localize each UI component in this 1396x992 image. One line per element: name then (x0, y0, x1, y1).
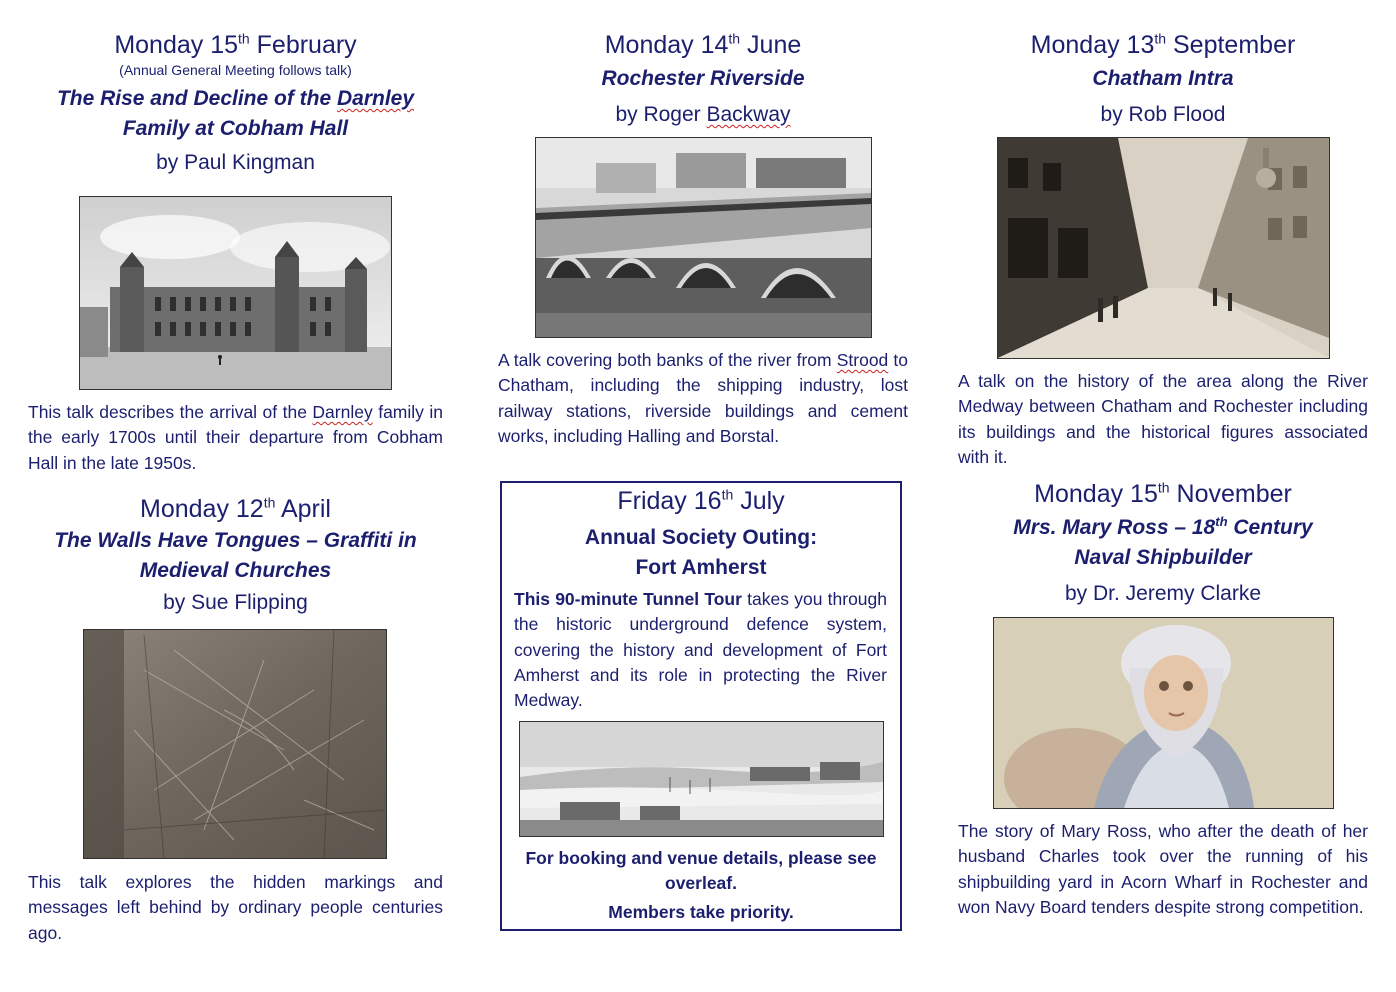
event-desc-nov: The story of Mary Ross, who after the death of her husband Charles took over the running of his shipbuilding yard in Acorn Wharf in Rochester and won Navy Board tenders despite strong competition. (958, 821, 1368, 917)
event-speaker-sep: by Rob Flood (1100, 103, 1226, 126)
event-date-jun: Monday 14th June (604, 30, 802, 59)
event-desc-apr: This talk explores the hidden markings and messages left behind by ordinary people centuries ago. (28, 872, 443, 943)
event-desc-jul: This 90-minute Tunnel Tour takes you through the historic underground defence system, covering the history and development of Fort Amherst and its role in protecting the River Medway. (514, 589, 887, 711)
event-speaker-jun: by Roger Backway (615, 103, 791, 126)
event-desc-sep-wrap (958, 369, 1368, 609)
column-middle (498, 0, 908, 130)
event-date-sep: Monday 13th September (1030, 30, 1296, 59)
event-desc-nov-wrap (958, 819, 1368, 920)
event-date-jul: Friday 16th July (617, 486, 785, 515)
event-date-nov: Monday 15th November (1034, 479, 1292, 509)
event-title-apr: The Walls Have Tongues – Graffiti in Medieval Churches (54, 528, 417, 582)
event-speaker-feb: by Paul Kingman (156, 151, 315, 174)
event-desc-sep: A talk on the history of the area along the River Medway between Chatham and Rochester including its buildings and the historical figures associated with it. (958, 371, 1368, 467)
event-title-sep: Chatham Intra (1092, 67, 1234, 90)
event-desc-apr-wrap (28, 870, 443, 946)
booking-note: For booking and venue details, please see overleaf. (525, 848, 877, 894)
mary-ross-portrait (993, 617, 1334, 809)
event-desc-feb-wrap (28, 400, 443, 618)
event-speaker-apr: by Sue Flipping (163, 590, 308, 614)
event-title-jun: Rochester Riverside (601, 67, 805, 90)
event-desc-jun: A talk covering both banks of the river from Strood to Chatham, including the shipping industry, lost railway stations, riverside buildings and cement works, including Halling and Borstal. (498, 350, 908, 446)
fort-amherst-image (519, 721, 884, 837)
event-desc-feb: This talk describes the arrival of the Darnley family in the early 1700s until their departure from Cobham Hall in the late 1950s. (28, 402, 444, 473)
event-date-feb: Monday 15th February (114, 30, 357, 59)
column-right (958, 0, 1368, 130)
event-title-nov: Mrs. Mary Ross – 18th Century Naval Shipbuilder (1013, 514, 1313, 570)
event-title-feb: The Rise and Decline of the Darnley Family at Cobham Hall (56, 87, 415, 140)
event-speaker-nov: by Dr. Jeremy Clarke (1064, 582, 1262, 606)
chatham-street-image (997, 137, 1330, 359)
priority-note: Members take priority. (608, 902, 794, 922)
cobham-hall-image (79, 196, 392, 390)
agm-note: (Annual General Meeting follows talk) (119, 62, 352, 78)
column-left (28, 0, 443, 178)
church-graffiti-image (83, 629, 387, 859)
outing-box (500, 481, 902, 931)
rochester-bridge-image (535, 137, 872, 338)
event-desc-jun-wrap (498, 348, 908, 449)
event-date-apr: Monday 12th April (140, 494, 331, 523)
event-title-jul: Annual Society Outing: Fort Amherst (584, 526, 818, 579)
